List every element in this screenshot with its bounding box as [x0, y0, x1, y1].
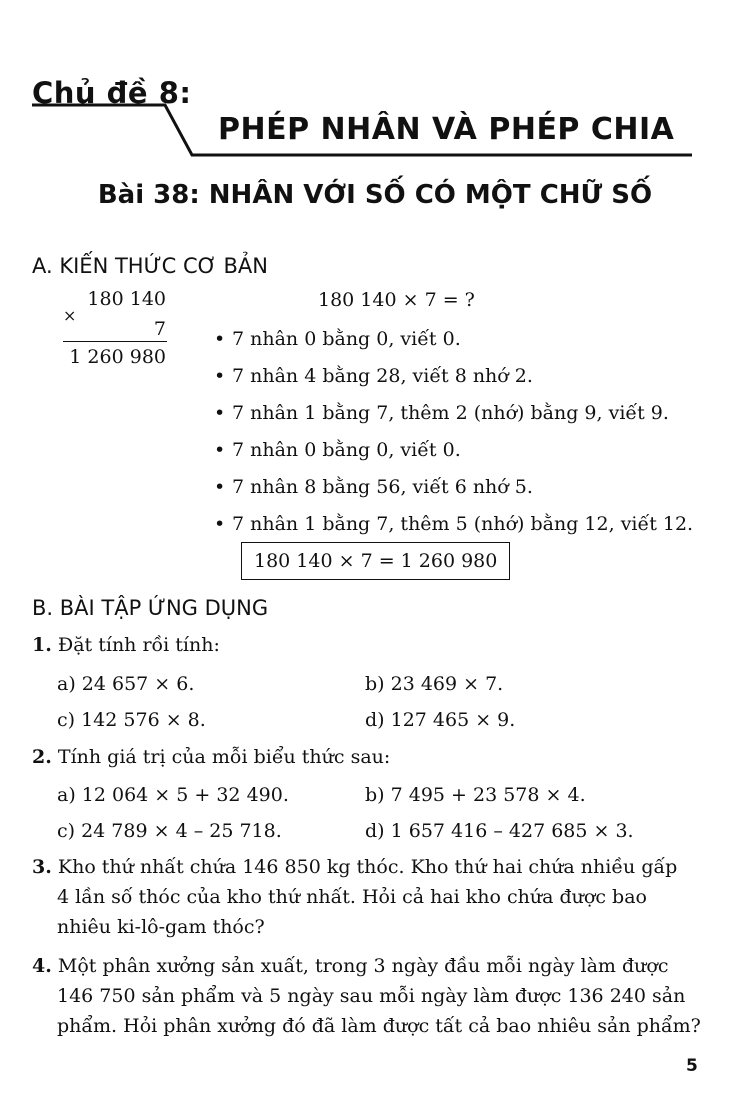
exercise-2-number: 2. — [32, 746, 52, 768]
step-item — [214, 437, 693, 474]
exercise-3-line-1 — [32, 856, 677, 878]
section-a-heading: A. KIẾN THỨC CƠ BẢN — [32, 254, 268, 278]
step-text: 7 nhân 0 bằng 0, viết 0. — [232, 328, 461, 350]
multiplication-sign: × — [63, 306, 77, 325]
bullet-icon: • — [214, 513, 226, 535]
exercise-1c: c) 142 576 × 8. — [57, 709, 206, 731]
exercise-2-prompt-line — [32, 746, 390, 768]
answer-box: 180 140 × 7 = 1 260 980 — [241, 542, 510, 580]
step-text: 7 nhân 4 bằng 28, viết 8 nhớ 2. — [232, 365, 533, 387]
exercise-1-number: 1. — [32, 634, 52, 656]
step-item — [214, 474, 693, 511]
step-item — [214, 326, 693, 363]
bullet-icon: • — [214, 402, 226, 424]
step-text: 7 nhân 8 bằng 56, viết 6 nhớ 5. — [232, 476, 533, 498]
bullet-icon: • — [214, 328, 226, 350]
exercise-4-line-3: phẩm. Hỏi phân xưởng đó đã làm được tất cả bao nhiêu sản phẩm? — [57, 1015, 701, 1037]
mult-multiplier: 7 — [153, 318, 166, 340]
exercise-1d: d) 127 465 × 9. — [365, 709, 516, 731]
mult-operand: 180 140 — [87, 288, 166, 310]
mult-result: 1 260 980 — [69, 346, 166, 368]
exercise-2d: d) 1 657 416 – 427 685 × 3. — [365, 820, 634, 842]
exercise-2-prompt: Tính giá trị của mỗi biểu thức sau: — [57, 746, 391, 768]
step-text: 7 nhân 1 bằng 7, thêm 2 (nhớ) bằng 9, viết 9. — [232, 402, 669, 424]
exercise-1a: a) 24 657 × 6. — [57, 673, 195, 695]
question-line: 180 140 × 7 = ? — [318, 289, 475, 311]
exercise-3-text: Kho thứ nhất chứa 146 850 kg thóc. Kho thứ hai chứa nhiều gấp — [57, 856, 678, 878]
exercise-2a: a) 12 064 × 5 + 32 490. — [57, 784, 289, 806]
section-b-heading: B. BÀI TẬP ỨNG DỤNG — [32, 596, 269, 620]
topic-label: Chủ đề 8: — [32, 76, 192, 110]
exercise-1-prompt: Đặt tính rồi tính: — [57, 634, 220, 656]
mult-divider-line — [63, 341, 167, 342]
exercise-3-line-2: 4 lần số thóc của kho thứ nhất. Hỏi cả hai kho chứa được bao — [57, 886, 647, 908]
page-number: 5 — [686, 1056, 698, 1076]
exercise-2b: b) 7 495 + 23 578 × 4. — [365, 784, 586, 806]
bullet-icon: • — [214, 365, 226, 387]
step-item — [214, 400, 693, 437]
exercise-2c: c) 24 789 × 4 – 25 718. — [57, 820, 282, 842]
exercise-4-number: 4. — [32, 955, 52, 977]
chapter-title: PHÉP NHÂN VÀ PHÉP CHIA — [218, 112, 675, 147]
bullet-icon: • — [214, 439, 226, 461]
exercise-4-text: Một phân xưởng sản xuất, trong 3 ngày đầu mỗi ngày làm được — [57, 955, 669, 977]
step-list — [214, 326, 693, 548]
exercise-1-prompt-line — [32, 634, 220, 656]
exercise-1b: b) 23 469 × 7. — [365, 673, 504, 695]
exercise-3-number: 3. — [32, 856, 52, 878]
bullet-icon: • — [214, 476, 226, 498]
step-text: 7 nhân 0 bằng 0, viết 0. — [232, 439, 461, 461]
step-text: 7 nhân 1 bằng 7, thêm 5 (nhớ) bằng 12, viết 12. — [232, 513, 694, 535]
step-item — [214, 363, 693, 400]
exercise-3-line-3: nhiêu ki-lô-gam thóc? — [57, 916, 265, 938]
exercise-4-line-1 — [32, 955, 668, 977]
exercise-4-line-2: 146 750 sản phẩm và 5 ngày sau mỗi ngày làm được 136 240 sản — [57, 985, 686, 1007]
lesson-title: Bài 38: NHÂN VỚI SỐ CÓ MỘT CHỮ SỐ — [97, 180, 653, 210]
